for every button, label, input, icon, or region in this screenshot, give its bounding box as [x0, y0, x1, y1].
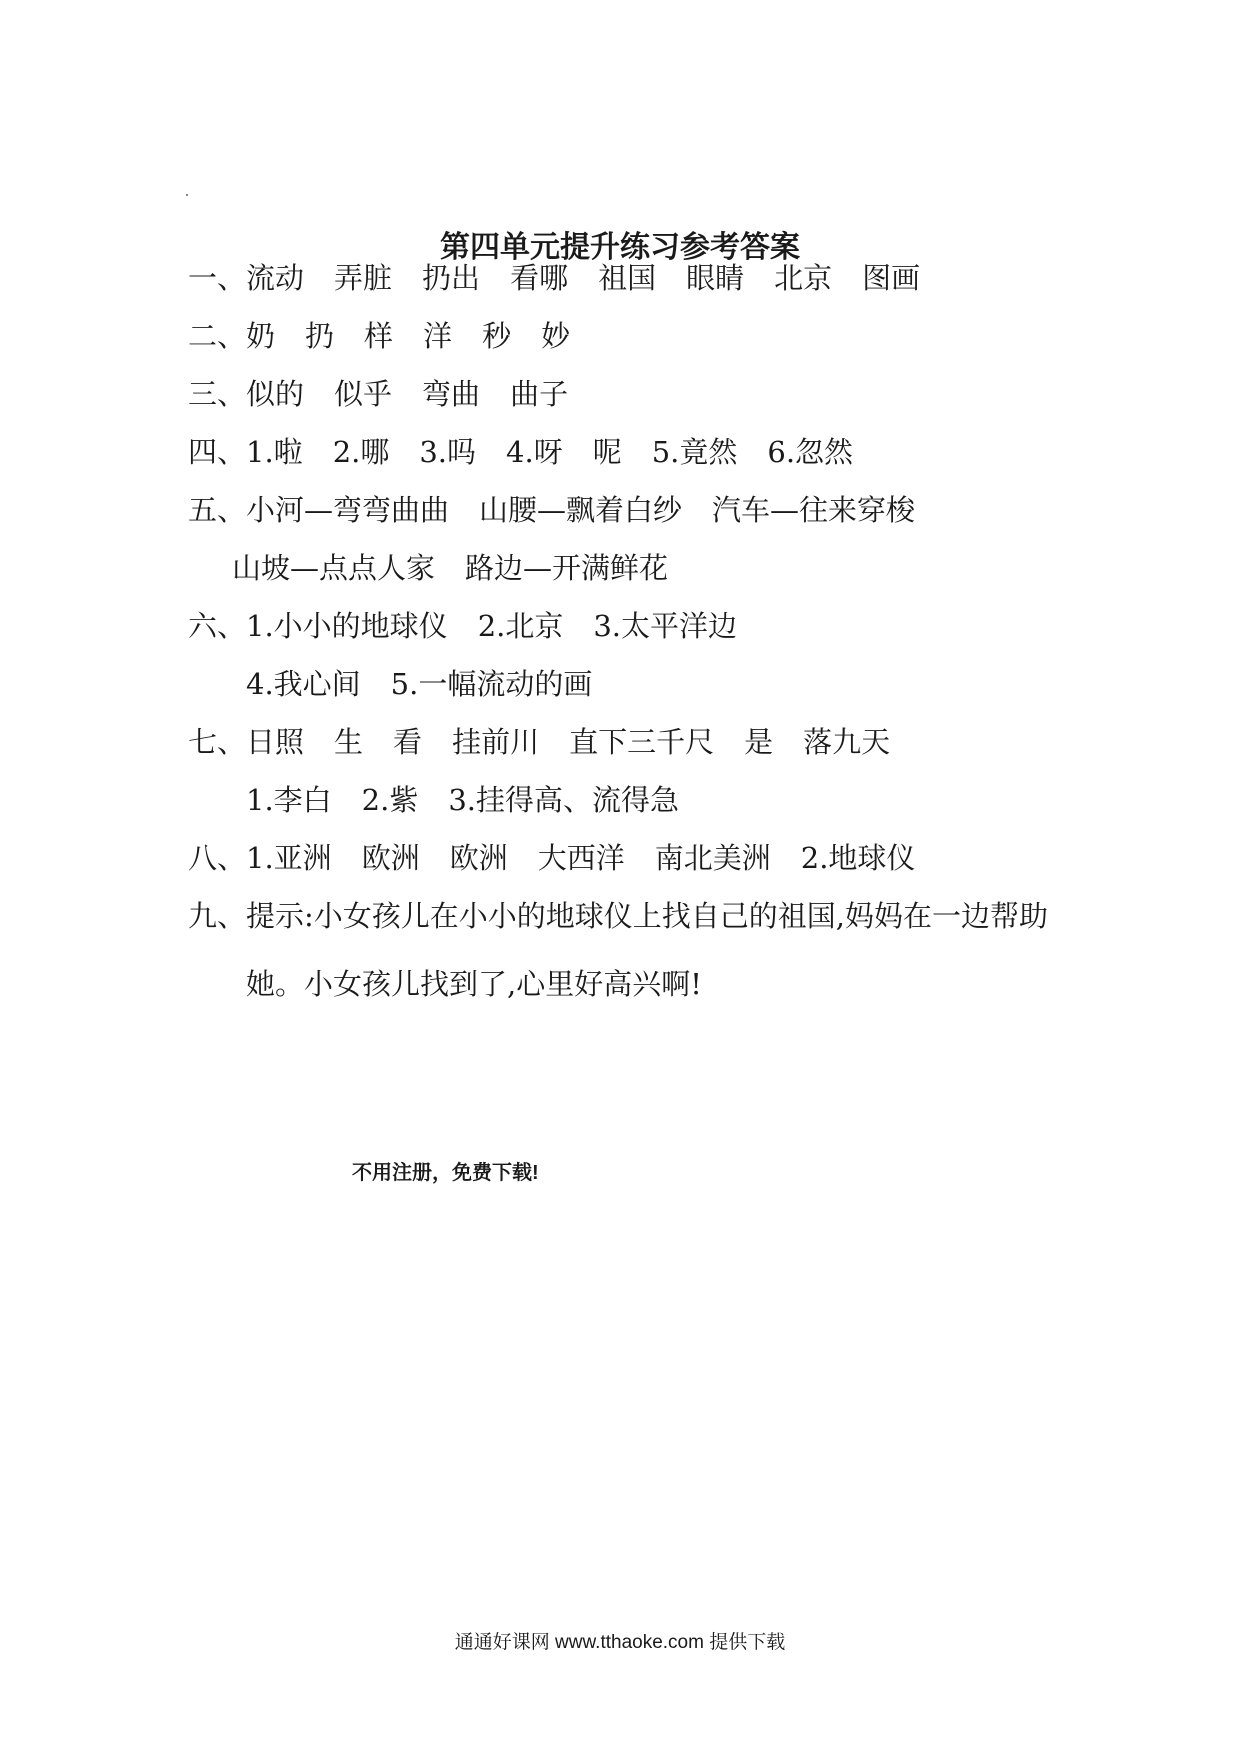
answer-item: 扔	[305, 319, 335, 353]
page-footer: 通通好课网 www.tthaoke.com 提供下载	[454, 1632, 786, 1653]
answer-item: 小河—弯弯曲曲	[246, 493, 450, 527]
answer-item: 1.亚洲	[246, 841, 332, 875]
answer-item: 弯曲	[422, 377, 481, 411]
answer-item: 祖国	[598, 261, 657, 295]
answer-item: 北京	[774, 261, 833, 295]
answer-line-5	[188, 490, 915, 530]
section-number: 三、	[188, 377, 247, 411]
answer-line-5-cont	[232, 548, 668, 588]
answer-item: 提示:小女孩儿在小小的地球仪上找自己的祖国,妈妈在一边帮助	[246, 899, 1049, 933]
answer-item: 她。小女孩儿找到了,心里好高兴啊!	[246, 967, 702, 1001]
section-number: 四、	[188, 435, 247, 469]
answer-line-7-cont	[246, 780, 679, 820]
section-number: 八、	[188, 841, 247, 875]
document-title: 第四单元提升练习参考答案	[440, 230, 800, 265]
answer-item: 2.北京	[477, 609, 564, 643]
answer-item: 3.太平洋边	[593, 609, 738, 643]
answer-item: 看	[393, 725, 423, 759]
answer-item: 流动	[246, 261, 305, 295]
answer-item: 看哪	[510, 261, 569, 295]
section-number: 五、	[188, 493, 247, 527]
scan-speck	[186, 194, 188, 196]
answer-item: 1.啦	[246, 435, 303, 469]
section-number: 七、	[188, 725, 247, 759]
answer-item: 扔出	[422, 261, 481, 295]
answer-line-2	[188, 316, 570, 356]
answer-item: 3.吗	[419, 435, 477, 469]
answer-item: 奶	[246, 319, 276, 353]
answer-item: 弄脏	[334, 261, 393, 295]
answer-item: 5.一幅流动的画	[390, 667, 593, 701]
answer-item: 曲子	[510, 377, 569, 411]
answer-item: 欧洲	[449, 841, 508, 875]
answer-item: 欧洲	[361, 841, 420, 875]
section-number: 二、	[188, 319, 247, 353]
answer-item: 洋	[423, 319, 453, 353]
answer-item: 2.地球仪	[800, 841, 916, 875]
answer-item: 6.忽然	[767, 435, 854, 469]
answer-item: 呢	[592, 435, 622, 469]
answer-item: 南北美洲	[654, 841, 771, 875]
download-note: 不用注册，免费下载!	[352, 1162, 539, 1184]
answer-item: 1.小小的地球仪	[246, 609, 448, 643]
answer-item: 5.竟然	[651, 435, 738, 469]
answer-item: 大西洋	[537, 841, 625, 875]
answer-item: 山腰—飘着白纱	[479, 493, 683, 527]
answer-item: 汽车—往来穿梭	[712, 493, 916, 527]
answer-item: 眼睛	[686, 261, 745, 295]
answer-line-1	[188, 258, 920, 298]
answer-item: 似的	[246, 377, 305, 411]
answer-item: 1.李白	[246, 783, 332, 817]
answer-item: 山坡—点点人家	[232, 551, 436, 585]
answer-line-6-cont	[246, 664, 592, 704]
answer-line-4	[188, 432, 853, 472]
answer-item: 日照	[246, 725, 305, 759]
answer-item: 秒	[482, 319, 512, 353]
answer-item: 妙	[541, 319, 571, 353]
answer-item: 是	[744, 725, 774, 759]
answer-item: 样	[364, 319, 394, 353]
answer-line-3	[188, 374, 568, 414]
answer-line-6	[188, 606, 737, 646]
answer-item: 挂前川	[452, 725, 540, 759]
section-number: 六、	[188, 609, 247, 643]
answer-item: 2.紫	[361, 783, 419, 817]
answer-line-8	[188, 838, 915, 878]
section-number: 九、	[188, 899, 247, 933]
answer-item: 落九天	[803, 725, 891, 759]
answer-item: 3.挂得高、流得急	[448, 783, 680, 817]
section-number: 一、	[188, 261, 247, 295]
answer-item: 似乎	[334, 377, 393, 411]
answer-line-7	[188, 722, 890, 762]
answer-item: 直下三千尺	[569, 725, 715, 759]
answer-item: 生	[334, 725, 364, 759]
answer-line-9	[188, 896, 1048, 936]
answer-item: 路边—开满鲜花	[465, 551, 669, 585]
answer-item: 4.我心间	[246, 667, 361, 701]
answer-item: 2.哪	[332, 435, 390, 469]
answer-item: 4.呀	[506, 435, 563, 469]
answer-item: 图画	[862, 261, 921, 295]
answer-line-9-cont	[246, 964, 702, 1004]
